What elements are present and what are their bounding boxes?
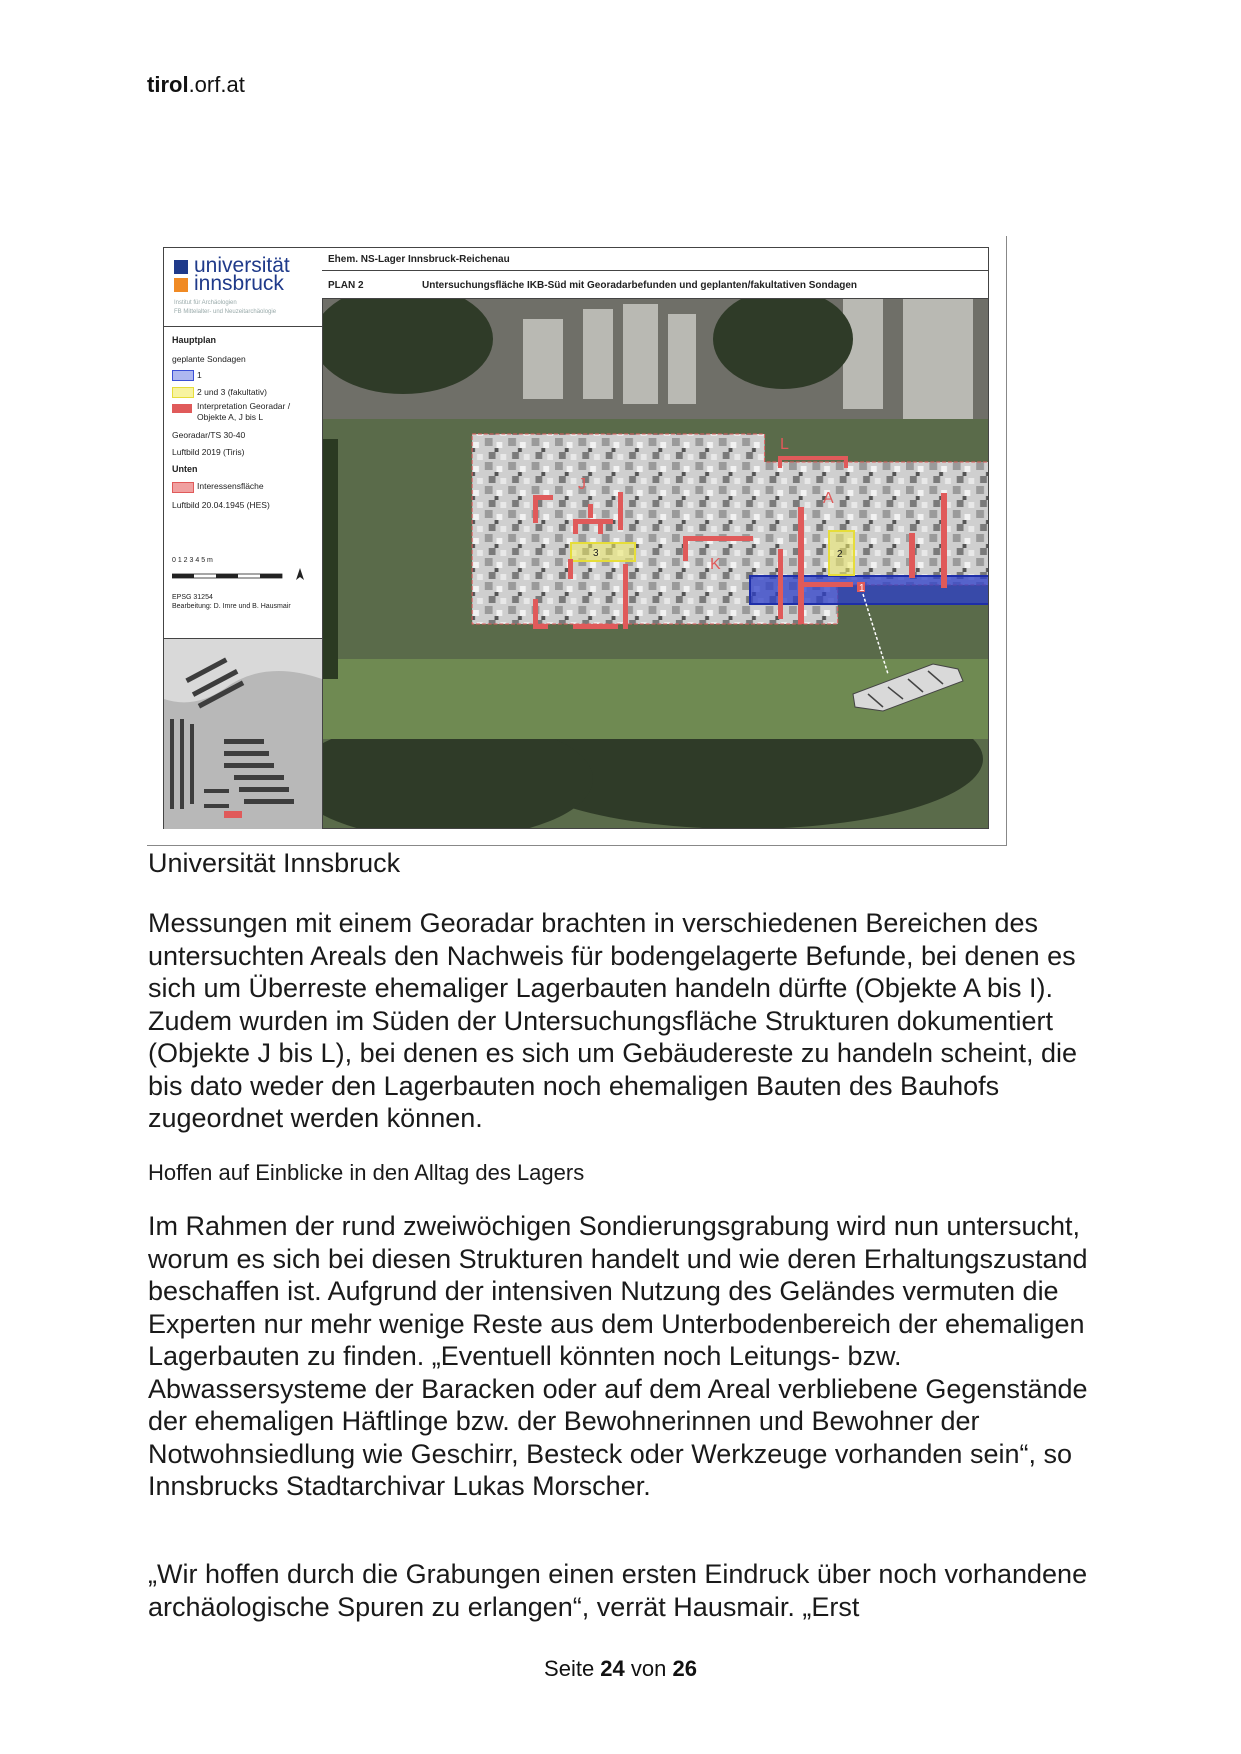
image-caption: Universität Innsbruck bbox=[148, 848, 401, 878]
map-label-J: J bbox=[578, 476, 586, 493]
legend-swatch-red bbox=[172, 404, 192, 413]
plan-header bbox=[322, 248, 988, 299]
legend-swatch-pink bbox=[172, 482, 194, 493]
map-label-K: K bbox=[710, 556, 721, 573]
logo-mark-blue bbox=[174, 260, 188, 274]
legend-interesse: Interessensfläche bbox=[197, 481, 264, 491]
legend-luftbild2: Luftbild 20.04.1945 (HES) bbox=[172, 500, 270, 510]
page-footer bbox=[0, 1656, 1241, 1682]
map-label-A: A bbox=[823, 490, 834, 507]
logo-line2: innsbruck bbox=[194, 272, 284, 295]
legend-item1: 1 bbox=[197, 370, 202, 380]
legend-bearbeitung: Bearbeitung: D. Imre und B. Hausmair bbox=[172, 603, 291, 610]
site-name bbox=[147, 72, 245, 98]
footer-prefix: Seite bbox=[544, 1656, 601, 1681]
legend-georadar: Georadar/TS 30-40 bbox=[172, 430, 246, 440]
logo-sub2: FB Mittelalter- und Neuzeitarchäologie bbox=[174, 309, 277, 315]
plan-legend bbox=[164, 248, 323, 828]
site-name-rest: .orf.at bbox=[188, 72, 245, 97]
logo-mark-orange bbox=[174, 278, 188, 292]
site-name-bold: tirol bbox=[147, 72, 189, 97]
figure-border-bottom bbox=[147, 845, 1007, 846]
legend-item3a: Interpretation Georadar / bbox=[197, 401, 291, 411]
footer-page-number: 24 bbox=[600, 1656, 625, 1681]
legend-geplante: geplante Sondagen bbox=[172, 354, 246, 364]
legend-luftbild1: Luftbild 2019 (Tiris) bbox=[172, 447, 245, 457]
legend-swatch-yellow bbox=[172, 387, 194, 398]
inset-aerial-graphic bbox=[164, 639, 322, 829]
legend-unten: Unten bbox=[172, 464, 198, 474]
legend-epsg: EPSG 31254 bbox=[172, 594, 213, 601]
figure-border-right bbox=[1006, 236, 1007, 846]
plan-title-top: Ehem. NS-Lager Innsbruck-Reichenau bbox=[328, 254, 510, 265]
sondage-label-1: 1 bbox=[859, 583, 865, 594]
paragraph-2: Im Rahmen der rund zweiwöchigen Sondierungsgrabung wird nun untersucht, worum es sich bei diesen Strukturen handelt und wie deren Erhaltungszustand beschaffen ist. Aufgrund der intensiven Nutzung des Geländes vermuten die Experten nur mehr wenige Reste aus dem Unterbodenbereich der ehemaligen Lagerbauten zu finden. „Eventuell könnten noch Leitungs- bzw. Abwassersysteme der Baracken oder auf dem Areal verbliebene Gegenstände der ehemaligen Häftlinge bzw. der Bewohnerinnen und Bewohner der Notwohnsiedlung wie Geschirr, Besteck oder Werkzeuge vorhanden sein“, so Innsbrucks Stadtarchivar Lukas Morscher. bbox=[148, 1211, 1088, 1501]
logo-sub1: Institut für Archäologien bbox=[174, 300, 237, 306]
legend-scale: 0 1 2 3 4 5 m bbox=[172, 557, 213, 564]
plan-number: PLAN 2 bbox=[328, 280, 364, 291]
subheading: Hoffen auf Einblicke in den Alltag des Lagers bbox=[148, 1160, 585, 1185]
legend-item3b: Objekte A, J bis L bbox=[197, 412, 264, 422]
paragraph-3: „Wir hoffen durch die Grabungen einen ersten Eindruck über noch vorhandene archäologische Spuren zu erlangen“, verrät Hausmair. „Erst bbox=[148, 1559, 1088, 1622]
paragraph-1: Messungen mit einem Georadar brachten in verschiedenen Bereichen des untersuchten Areals den Nachweis für bodengelagerte Befunde, bei denen es sich um Überreste ehemaliger Lagerbauten handeln dürfte (Objekte A bis I). Zudem wurden im Süden der Untersuchungsfläche Strukturen dokumentiert (Objekte J bis L), bei denen es sich um Gebäudereste zu handeln scheint, die bis dato weder den Lagerbauten noch ehemaligen Bauten des Bauhofs zugeordnet werden können. bbox=[148, 908, 1078, 1133]
plan-title: Untersuchungsfläche IKB-Süd mit Georadarbefunden und geplanten/fakultativen Sondagen bbox=[422, 280, 858, 291]
logo-line1: universität bbox=[194, 254, 290, 277]
inset-aerial-1945 bbox=[164, 638, 322, 829]
sondage-label-2: 2 bbox=[837, 549, 843, 560]
legend-swatch-blue bbox=[172, 370, 194, 381]
scale-bar-graphic bbox=[172, 566, 317, 588]
legend-item2: 2 und 3 (fakultativ) bbox=[197, 387, 267, 397]
footer-mid: von bbox=[624, 1656, 673, 1681]
excavation-plan-image bbox=[163, 247, 989, 829]
footer-total-pages: 26 bbox=[672, 1656, 697, 1681]
aerial-map-graphic bbox=[323, 299, 988, 828]
legend-hauptplan: Hauptplan bbox=[172, 335, 216, 345]
map-label-L: L bbox=[780, 436, 789, 453]
university-logo bbox=[164, 248, 322, 327]
plan-header-divider bbox=[322, 270, 988, 271]
sondage-label-3: 3 bbox=[593, 548, 599, 559]
